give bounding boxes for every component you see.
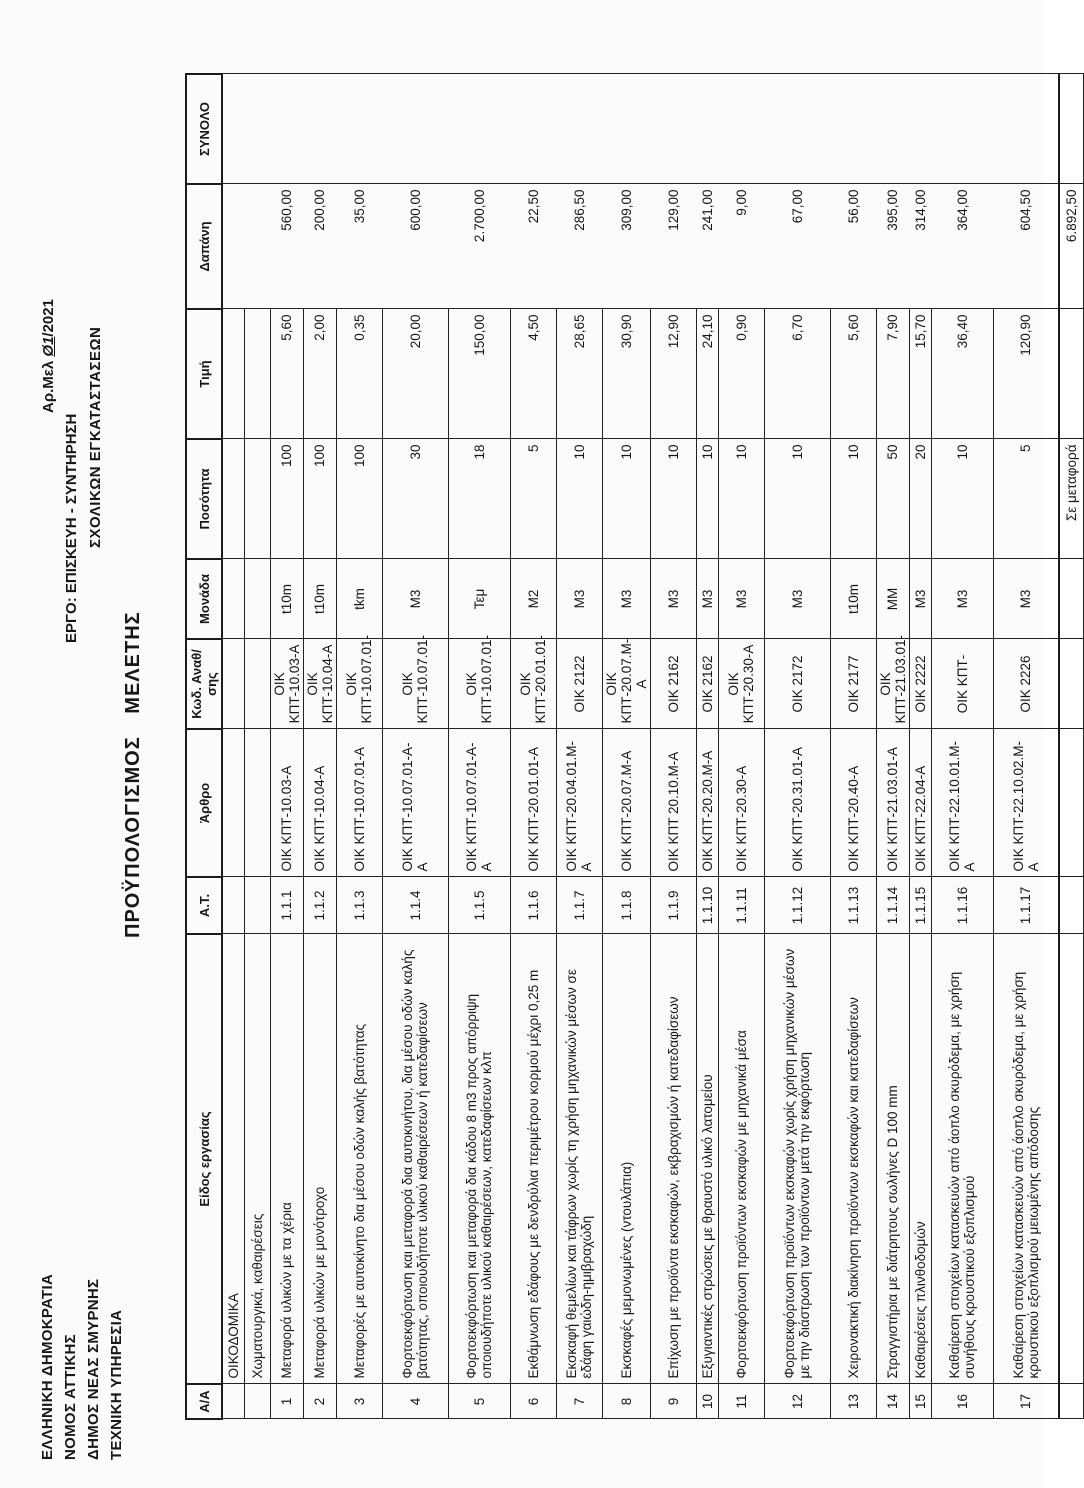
carry-forward-label: Σε μεταφορά <box>1059 439 1083 559</box>
work-description: Φορτοεκφόρτωση και μεταφορά δια κάδου 8 m3 προς απόρριψη οποιουδήποτε υλικού καθαιρέσεων, κατεδαφίσεων κλπ <box>464 993 494 1379</box>
study-number-suffix: /2021 <box>40 299 57 337</box>
cell-qty: 100 <box>270 439 303 559</box>
cell-empty <box>1059 309 1083 439</box>
cell-mon: Μ3 <box>602 559 650 639</box>
cell-price: 4,50 <box>510 309 556 439</box>
cell-arthro <box>222 729 244 877</box>
cell-qty: 10 <box>650 439 696 559</box>
cell-price: 7,90 <box>876 309 909 439</box>
cell-cost: 309,00 <box>602 184 650 309</box>
cell-qty: 5 <box>510 439 556 559</box>
cell-cost: 395,00 <box>876 184 909 309</box>
work-description: Φορτοεκφόρτωση και μεταφορά δια αυτοκινήτου, δια μέσου οδών καλής βατότητας, οποιουδήποτε υλικού καθαιρέσεων ή κατεδαφίσεων <box>400 949 430 1379</box>
cell-desc <box>303 934 336 1384</box>
work-description: Εκσκαφές μεμονωμένες (ντουλάπια) <box>618 1161 634 1379</box>
cell-cost: 560,00 <box>270 184 303 309</box>
cell-syn <box>336 74 382 184</box>
cell-arthro: ΟΙΚ ΚΠΤ-21.03.01-Α <box>876 729 909 877</box>
cell-qty: 10 <box>718 439 764 559</box>
work-description: Χειρονακτική διακίνηση προϊόντων εκσκαφών και κατεδαφίσεων <box>845 997 861 1379</box>
cell-empty <box>1059 934 1083 1384</box>
cell-at: 1.1.7 <box>556 877 602 934</box>
cell-no: 16 <box>931 1384 993 1419</box>
cell-cost: 2.700,00 <box>448 184 510 309</box>
cell-empty <box>1059 639 1083 729</box>
cell-at: 1.1.12 <box>764 877 830 934</box>
cell-cost: 364,00 <box>931 184 993 309</box>
cell-cost: 22,50 <box>510 184 556 309</box>
cell-qty: 5 <box>993 439 1059 559</box>
cell-desc <box>993 934 1059 1384</box>
cell-arthro: ΟΙΚ ΚΠΤ-10.07.01-Α <box>336 729 382 877</box>
cell-empty <box>1059 74 1083 184</box>
cell-syn <box>718 74 764 184</box>
cell-mon: Μ3 <box>718 559 764 639</box>
cell-cost: 56,00 <box>830 184 876 309</box>
cell-desc <box>336 934 382 1384</box>
row-item-15 <box>909 74 931 1419</box>
cell-mon: Μ3 <box>382 559 448 639</box>
cell-desc <box>602 934 650 1384</box>
cell-no: 14 <box>876 1384 909 1419</box>
work-description: Χωματουργικά, καθαιρέσεις <box>249 1213 265 1379</box>
cell-qty <box>222 439 244 559</box>
cell-at: 1.1.2 <box>303 877 336 934</box>
row-item-16 <box>931 74 993 1419</box>
cell-desc <box>876 934 909 1384</box>
cell-syn <box>270 74 303 184</box>
cell-at <box>222 877 244 934</box>
cell-arthro: ΟΙΚ ΚΠΤ-20.30-Α <box>718 729 764 877</box>
cell-cost: 200,00 <box>303 184 336 309</box>
cell-qty: 30 <box>382 439 448 559</box>
cell-cost: 129,00 <box>650 184 696 309</box>
cell-arthro: ΟΙΚ ΚΠΤ-22.10.01.Μ-Α <box>931 729 993 877</box>
column-header-10: ΣΥΝΟΛΟ <box>186 74 222 184</box>
cell-desc <box>696 934 718 1384</box>
cell-kod: ΟΙΚ ΚΠΤ-10.07.01- <box>382 639 448 729</box>
cell-no: 8 <box>602 1384 650 1419</box>
cell-cost: 35,00 <box>336 184 382 309</box>
cell-qty: 10 <box>696 439 718 559</box>
work-description: Στραγγιστήρια με διάτρητους σωλήνες D 100 mm <box>885 1085 900 1379</box>
cell-syn <box>556 74 602 184</box>
cell-kod: ΟΙΚ 2226 <box>993 639 1059 729</box>
cell-mon: t10m <box>830 559 876 639</box>
work-description: Καθαίρεση στοιχείων κατασκευών από άοπλο σκυρόδεμα, με χρήση κρουστικού εξοπλισμού μειωμένης απόδοσης <box>1010 971 1041 1379</box>
cell-syn <box>909 74 931 184</box>
row-item-4 <box>382 74 448 1419</box>
study-number-prefix: Αρ.Μελ <box>40 356 57 413</box>
work-description: Επίχωση με προϊόντα εκσκαφών, εκβραχισμών ή κατεδαφίσεων <box>665 996 681 1379</box>
cell-arthro: ΟΙΚ ΚΠΤ-22.10.02.Μ-Α <box>993 729 1059 877</box>
work-description: Εξυγιαντικές στρώσεις με θραυστό υλικό λατομείου <box>699 1074 715 1379</box>
cell-desc <box>650 934 696 1384</box>
agency-line: ΔΗΜΟΣ ΝΕΑΣ ΣΜΥΡΝΗΣ <box>85 1278 102 1460</box>
row-item-14 <box>876 74 909 1419</box>
cell-syn <box>993 74 1059 184</box>
cell-syn <box>602 74 650 184</box>
cell-price: 6,70 <box>764 309 830 439</box>
cell-price: 20,00 <box>382 309 448 439</box>
study-number-handwritten: Ø1 <box>40 336 57 357</box>
cell-mon: Μ3 <box>909 559 931 639</box>
cell-kod: ΟΙΚ 2222 <box>909 639 931 729</box>
cell-no: 11 <box>718 1384 764 1419</box>
cell-at: 1.1.9 <box>650 877 696 934</box>
cell-cost: 604,50 <box>993 184 1059 309</box>
row-item-13 <box>830 74 876 1419</box>
cell-desc <box>556 934 602 1384</box>
cell-cost: 67,00 <box>764 184 830 309</box>
carry-forward-total: 6.892,50 <box>1059 184 1083 309</box>
cell-desc <box>448 934 510 1384</box>
cell-mon: Τεμ <box>448 559 510 639</box>
cell-at: 1.1.16 <box>931 877 993 934</box>
cell-qty: 10 <box>931 439 993 559</box>
cell-at: 1.1.8 <box>602 877 650 934</box>
cell-syn <box>244 74 270 184</box>
cell-syn <box>931 74 993 184</box>
cell-arthro: ΟΙΚ ΚΠΤ-22.04-Α <box>909 729 931 877</box>
cell-arthro: ΟΙΚ ΚΠΤ-10.04-Α <box>303 729 336 877</box>
cell-price: 24,10 <box>696 309 718 439</box>
cell-syn <box>696 74 718 184</box>
cell-at: 1.1.1 <box>270 877 303 934</box>
cell-syn <box>448 74 510 184</box>
cell-price: 5,60 <box>830 309 876 439</box>
cell-at: 1.1.13 <box>830 877 876 934</box>
row-carry-forward <box>1059 74 1083 1419</box>
cell-desc <box>222 934 244 1384</box>
cell-kod <box>222 639 244 729</box>
cell-qty: 100 <box>336 439 382 559</box>
cell-cost: 286,50 <box>556 184 602 309</box>
row-item-11 <box>718 74 764 1419</box>
cell-arthro: ΟΙΚ ΚΠΤ-20.04.01.Μ-Α <box>556 729 602 877</box>
cell-syn <box>510 74 556 184</box>
cell-price: 2,00 <box>303 309 336 439</box>
cell-mon: Μ3 <box>650 559 696 639</box>
study-number <box>40 299 57 413</box>
cell-empty <box>1059 1384 1083 1419</box>
cell-kod: ΟΙΚ ΚΠΤ- <box>931 639 993 729</box>
cell-kod: ΟΙΚ ΚΠΤ-10.03-Α <box>270 639 303 729</box>
cell-cost <box>244 184 270 309</box>
cell-at: 1.1.5 <box>448 877 510 934</box>
column-header-7: Ποσότητα <box>186 439 222 559</box>
cell-desc <box>909 934 931 1384</box>
column-header-2: Είδος εργασίας <box>186 934 222 1384</box>
cell-price: 120,90 <box>993 309 1059 439</box>
cell-arthro: ΟΙΚ ΚΠΤ-20.20.Μ-Α <box>696 729 718 877</box>
cell-mon: Μ3 <box>696 559 718 639</box>
cell-no: 4 <box>382 1384 448 1419</box>
agency-line: ΝΟΜΟΣ ΑΤΤΙΚΗΣ <box>62 1334 79 1460</box>
cell-desc <box>510 934 556 1384</box>
cell-no: 9 <box>650 1384 696 1419</box>
cell-kod: ΟΙΚ ΚΠΤ-10.07.01- <box>336 639 382 729</box>
cell-syn <box>222 74 244 184</box>
cell-no: 13 <box>830 1384 876 1419</box>
cell-no: 6 <box>510 1384 556 1419</box>
cell-syn <box>830 74 876 184</box>
cell-mon: t10m <box>303 559 336 639</box>
cell-qty: 100 <box>303 439 336 559</box>
cell-qty: 10 <box>764 439 830 559</box>
row-item-6 <box>510 74 556 1419</box>
cell-desc <box>718 934 764 1384</box>
cell-no: 15 <box>909 1384 931 1419</box>
cell-arthro: ΟΙΚ ΚΠΤ-20.07.Μ-Α <box>602 729 650 877</box>
cell-desc <box>931 934 993 1384</box>
work-description: Μεταφορά υλικών με μονότροχο <box>312 1186 327 1379</box>
work-description: Μεταφορά υλικών με τα χέρια <box>279 1202 294 1379</box>
cell-at: 1.1.15 <box>909 877 931 934</box>
cell-at: 1.1.11 <box>718 877 764 934</box>
cell-arthro: ΟΙΚ ΚΠΤ-10.03-Α <box>270 729 303 877</box>
cell-arthro <box>244 729 270 877</box>
cell-price: 0,35 <box>336 309 382 439</box>
cell-price: 150,00 <box>448 309 510 439</box>
cell-mon <box>222 559 244 639</box>
cell-kod: ΟΙΚ 2122 <box>556 639 602 729</box>
row-item-2 <box>303 74 336 1419</box>
cell-arthro: ΟΙΚ ΚΠΤ-10.07.01-Α-Α <box>448 729 510 877</box>
table-body <box>222 74 1083 1419</box>
cell-no <box>222 1384 244 1419</box>
cell-mon: t10m <box>270 559 303 639</box>
cell-mon <box>244 559 270 639</box>
cell-qty <box>244 439 270 559</box>
row-item-9 <box>650 74 696 1419</box>
column-header-5: Κωδ. Αναθ/σης <box>186 639 222 729</box>
cell-mon: Μ3 <box>764 559 830 639</box>
project-title-line2: ΣΧΟΛΙΚΩΝ ΕΓΚΑΤΑΣΤΑΣΕΩΝ <box>87 326 104 548</box>
column-header-9: Δαπάνη <box>186 184 222 309</box>
cell-no: 12 <box>764 1384 830 1419</box>
cell-kod: ΟΙΚ ΚΠΤ-10.07.01- <box>448 639 510 729</box>
table-header <box>186 74 222 1419</box>
column-header-8: Τιμή <box>186 309 222 439</box>
row-item-7 <box>556 74 602 1419</box>
cell-qty: 20 <box>909 439 931 559</box>
row-item-12 <box>764 74 830 1419</box>
cell-at: 1.1.10 <box>696 877 718 934</box>
cell-arthro: ΟΙΚ ΚΠΤ 20.10.Μ-Α <box>650 729 696 877</box>
work-description: Εκσκαφή θεμελίων και τάφρων χωρίς τη χρήση μηχανικών μέσων σε εδάφη γαιώδη-ημιβραχώδη <box>564 969 594 1379</box>
cell-price: 15,70 <box>909 309 931 439</box>
cell-kod: ΟΙΚ 2162 <box>650 639 696 729</box>
cell-qty: 50 <box>876 439 909 559</box>
cell-at: 1.1.14 <box>876 877 909 934</box>
column-header-3: Α.Τ. <box>186 877 222 934</box>
cell-mon: Μ3 <box>556 559 602 639</box>
cell-price: 30,90 <box>602 309 650 439</box>
cell-no: 1 <box>270 1384 303 1419</box>
cell-no: 10 <box>696 1384 718 1419</box>
cell-desc <box>764 934 830 1384</box>
cell-desc <box>830 934 876 1384</box>
cell-kod: ΟΙΚ ΚΠΤ-20.07.Μ-Α <box>602 639 650 729</box>
cell-cost: 600,00 <box>382 184 448 309</box>
cell-syn <box>382 74 448 184</box>
work-description: Καθαίρεση στοιχείων κατασκευών από άοπλο σκυρόδεμα, με χρήση συνήθους κρουστικού εξοπλισμού <box>947 971 977 1379</box>
row-item-10 <box>696 74 718 1419</box>
row-section <box>222 74 244 1419</box>
cell-kod: ΟΙΚ ΚΠΤ-20.01.01- <box>510 639 556 729</box>
row-item-5 <box>448 74 510 1419</box>
work-description: Φορτοεκφόρτωση προϊόντων εκσκαφών χωρίς χρήση μηχανικών μέσων με την διάστρωση των προϊόντων μετά την εκφόρτωση <box>782 948 812 1379</box>
cell-kod: ΟΙΚ ΚΠΤ-10.04-Α <box>303 639 336 729</box>
row-item-17 <box>993 74 1059 1419</box>
cell-no: 5 <box>448 1384 510 1419</box>
cell-qty: 10 <box>602 439 650 559</box>
work-description: Εκθάμνωση εδάφους με δενδρύλια περιμέτρου κορμού μέχρι 0,25 m <box>525 969 541 1379</box>
cell-price: 36,40 <box>931 309 993 439</box>
cell-empty <box>1059 559 1083 639</box>
cell-no: 7 <box>556 1384 602 1419</box>
work-description: Καθαιρέσεις πλινθοδομών <box>912 1221 928 1379</box>
cell-at <box>244 877 270 934</box>
cell-kod: ΟΙΚ 2162 <box>696 639 718 729</box>
cell-syn <box>650 74 696 184</box>
cell-empty <box>1059 877 1083 934</box>
cell-price <box>222 309 244 439</box>
cell-arthro: ΟΙΚ ΚΠΤ-20.01.01-Α <box>510 729 556 877</box>
cell-at: 1.1.6 <box>510 877 556 934</box>
row-item-1 <box>270 74 303 1419</box>
cell-qty: 10 <box>830 439 876 559</box>
cell-syn <box>876 74 909 184</box>
column-header-4: Άρθρο <box>186 729 222 877</box>
cell-arthro: ΟΙΚ ΚΠΤ-20.40-Α <box>830 729 876 877</box>
cell-no: 17 <box>993 1384 1059 1419</box>
agency-header <box>36 1274 128 1460</box>
cell-kod <box>244 639 270 729</box>
cell-cost: 241,00 <box>696 184 718 309</box>
cell-no: 2 <box>303 1384 336 1419</box>
column-header-1: Α/Α <box>186 1384 222 1419</box>
cell-kod: ΟΙΚ ΚΠΤ-20.30-Α <box>718 639 764 729</box>
cell-price: 28,65 <box>556 309 602 439</box>
cell-cost: 314,00 <box>909 184 931 309</box>
budget-table <box>185 73 1084 1420</box>
row-item-3 <box>336 74 382 1419</box>
cell-syn <box>303 74 336 184</box>
cell-price: 0,90 <box>718 309 764 439</box>
header-row <box>186 74 222 1419</box>
cell-desc <box>244 934 270 1384</box>
project-title-line1: ΕΡΓΟ: ΕΠΙΣΚΕΥΗ - ΣΥΝΤΗΡΗΣΗ <box>63 413 80 643</box>
cell-no <box>244 1384 270 1419</box>
agency-line: ΕΛΛΗΝΙΚΗ ΔΗΜΟΚΡΑΤΙΑ <box>39 1273 56 1460</box>
cell-mon: ΜΜ <box>876 559 909 639</box>
cell-kod: ΟΙΚ ΚΠΤ-21.03.01- <box>876 639 909 729</box>
cell-desc <box>270 934 303 1384</box>
cell-arthro: ΟΙΚ ΚΠΤ-10.07.01-Α-Α <box>382 729 448 877</box>
cell-mon: Μ2 <box>510 559 556 639</box>
cell-at: 1.1.17 <box>993 877 1059 934</box>
row-item-8 <box>602 74 650 1419</box>
cell-kod: ΟΙΚ 2177 <box>830 639 876 729</box>
work-description: Φορτοεκφόρτωση προϊόντων εκσκαφών με μηχανικά μέσα <box>733 1030 749 1379</box>
cell-mon: tkm <box>336 559 382 639</box>
cell-arthro: ΟΙΚ ΚΠΤ-20.31.01-Α <box>764 729 830 877</box>
cell-price <box>244 309 270 439</box>
work-description: Μεταφορές με αυτοκίνητο δια μέσου οδών καλής βατότητας <box>351 1023 367 1379</box>
cell-qty: 10 <box>556 439 602 559</box>
work-description: ΟΙΚΟΔΟΜΙΚΑ <box>225 1293 241 1379</box>
cell-mon: Μ3 <box>993 559 1059 639</box>
agency-line: ΤΕΧΝΙΚΗ ΥΠΗΡΕΣΙΑ <box>108 1309 125 1460</box>
page-title: ΠΡΟΫΠΟΛΟΓΙΣΜΟΣ ΜΕΛΕΤΗΣ <box>122 611 144 938</box>
cell-desc <box>382 934 448 1384</box>
cell-syn <box>764 74 830 184</box>
cell-kod: ΟΙΚ 2172 <box>764 639 830 729</box>
cell-mon: Μ3 <box>931 559 993 639</box>
cell-cost <box>222 184 244 309</box>
column-header-6: Μονάδα <box>186 559 222 639</box>
cell-at: 1.1.4 <box>382 877 448 934</box>
cell-no: 3 <box>336 1384 382 1419</box>
cell-price: 5,60 <box>270 309 303 439</box>
cell-price: 12,90 <box>650 309 696 439</box>
cell-cost: 9,00 <box>718 184 764 309</box>
row-sub <box>244 74 270 1419</box>
cell-empty <box>1059 729 1083 877</box>
cell-qty: 18 <box>448 439 510 559</box>
cell-at: 1.1.3 <box>336 877 382 934</box>
